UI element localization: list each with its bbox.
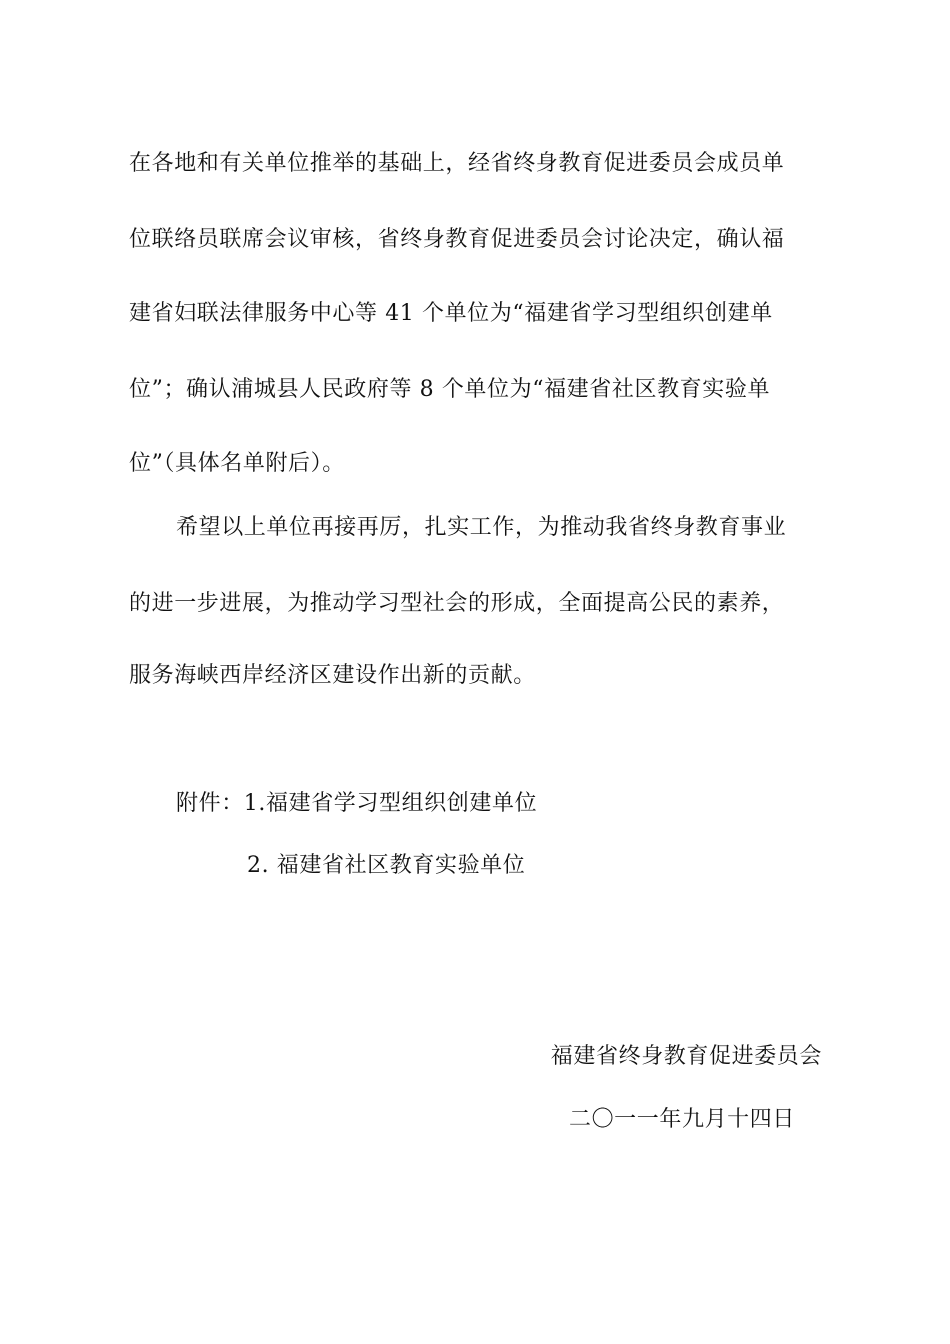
signature-organization: 福建省终身教育促进委员会 — [550, 1044, 822, 1069]
paragraph-line-3: 建省妇联法律服务中心等 41 个单位为“福建省学习型组织创建单 — [129, 301, 773, 326]
paragraph-line-2: 位联络员联席会议审核，省终身教育促进委员会讨论决定，确认福 — [129, 227, 785, 252]
paragraph-line-4: 位”；确认浦城县人民政府等 8 个单位为“福建省社区教育实验单 — [129, 377, 771, 402]
paragraph-line-5: 位”（具体名单附后）。 — [129, 451, 345, 476]
paragraph-line-8: 服务海峡西岸经济区建设作出新的贡献。 — [129, 663, 536, 688]
signature-date: 二〇一一年九月十四日 — [568, 1107, 795, 1132]
attachment-item-2: 2. 福建省社区教育实验单位 — [247, 853, 526, 878]
paragraph-line-6: 希望以上单位再接再厉，扎实工作，为推动我省终身教育事业 — [176, 515, 787, 540]
paragraph-line-1: 在各地和有关单位推举的基础上，经省终身教育促进委员会成员单 — [129, 151, 785, 176]
paragraph-line-7: 的进一步进展，为推动学习型社会的形成，全面提高公民的素养， — [129, 591, 785, 616]
attachment-item-1: 附件：1.福建省学习型组织创建单位 — [176, 791, 538, 816]
